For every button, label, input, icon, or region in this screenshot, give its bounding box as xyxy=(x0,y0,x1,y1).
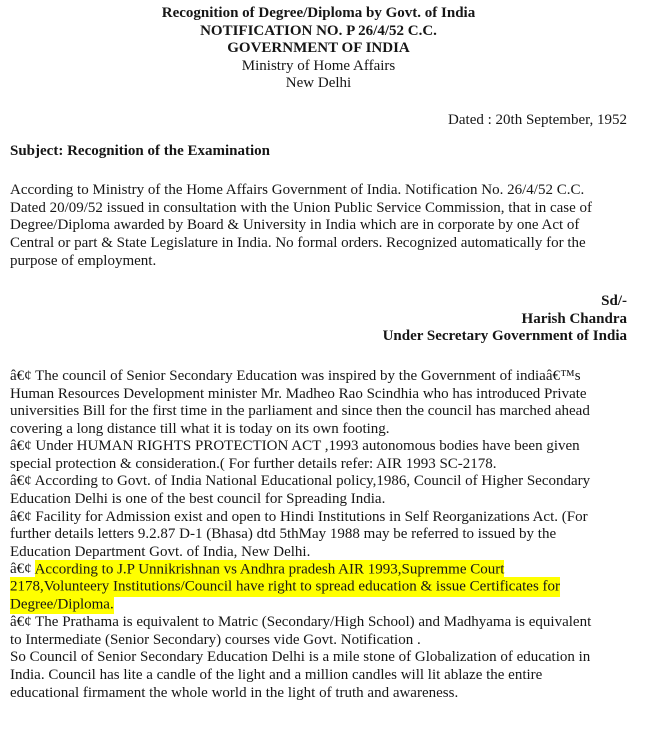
text-line xyxy=(10,368,665,386)
text-line xyxy=(10,614,665,632)
text-line xyxy=(10,456,665,474)
text-line xyxy=(10,75,627,93)
intro-paragraph xyxy=(10,182,665,270)
text-line xyxy=(10,182,665,200)
text-segment: Recognition of Degree/Diploma by Govt. of India xyxy=(161,5,476,21)
text-line xyxy=(10,217,665,235)
text-segment: So Council of Senior Secondary Education Delhi is a mile stone of Globalization of education in xyxy=(10,649,591,666)
text-segment: â€¢ According to Govt. of India National Educational policy,1986, Council of Higher Secondary xyxy=(10,473,591,490)
highlighted-text: According to J.P Unnikrishnan vs Andhra pradesh AIR 1993,Supremme Court xyxy=(34,561,505,578)
text-line xyxy=(10,544,665,562)
text-line xyxy=(10,253,665,271)
text-line xyxy=(10,293,627,311)
text-segment: special protection & consideration.( For further details refer: AIR 1993 SC-2178. xyxy=(10,455,497,472)
subject-line: Subject: Recognition of the Examination xyxy=(10,142,270,159)
body-text xyxy=(10,368,665,702)
text-segment: Human Resources Development minister Mr. Madheo Rao Scindhia who has introduced Private xyxy=(10,385,587,402)
text-segment: India. Council has lite a candle of the light and a million candles will lit ablaze the entire xyxy=(10,667,543,683)
text-segment: Under Secretary Government of India xyxy=(382,328,627,345)
text-segment: New Delhi xyxy=(285,75,352,92)
signature-block xyxy=(10,293,627,346)
text-segment: educational firmament the whole world in the light of truth and awareness. xyxy=(10,684,459,701)
date-line: Dated : 20th September, 1952 xyxy=(448,111,627,128)
text-segment: GOVERNMENT OF INDIA xyxy=(227,40,410,57)
text-segment: â€¢ The Prathama is equivalent to Matric (Secondary/High School) and Madhyama is equivalent xyxy=(10,614,592,631)
text-line xyxy=(10,473,665,491)
text-segment: to Intermediate (Senior Secondary) courses vide Govt. Notification . xyxy=(10,631,421,648)
text-line xyxy=(10,200,665,218)
text-line xyxy=(10,649,665,667)
text-line xyxy=(10,526,665,544)
text-segment: â€¢ The council of Senior Secondary Education was inspired by the Government of indiaâ€™s xyxy=(10,367,581,384)
text-line xyxy=(10,5,627,23)
text-segment: NOTIFICATION NO. P 26/4/52 C.C. xyxy=(200,22,437,39)
text-line xyxy=(10,632,665,650)
text-segment: â€¢ Under HUMAN RIGHTS PROTECTION ACT ,1993 autonomous bodies have been given xyxy=(10,438,580,455)
text-line xyxy=(10,23,627,41)
text-segment: further details letters 9.2.87 D-1 (Bhasa) dtd 5thMay 1988 may be referred to issued by the xyxy=(10,526,557,543)
text-line xyxy=(10,579,665,597)
text-segment: Central or part & State Legislature in India. No formal orders. Recognized automatically for the xyxy=(10,234,586,251)
text-segment: covering a long distance till what it is today on its own footing. xyxy=(10,420,390,437)
text-line xyxy=(10,58,627,76)
text-segment: Ministry of Home Affairs xyxy=(241,57,396,74)
text-line xyxy=(10,40,627,58)
text-line xyxy=(10,438,665,456)
text-segment: Dated 20/09/52 issued in consultation with the Union Public Service Commission, that in case of xyxy=(10,199,593,216)
text-segment: According to Ministry of the Home Affairs Government of India. Notification No. 26/4/52 C.C. xyxy=(10,182,585,199)
text-segment: â€¢ xyxy=(10,561,35,578)
text-segment: universities Bill for the first time in the parliament and since then the council has marched ahead xyxy=(10,403,590,420)
text-line xyxy=(10,667,665,685)
text-segment: Sd/- xyxy=(601,293,627,310)
text-line xyxy=(10,685,665,703)
text-segment: Education Department Govt. of India, New Delhi. xyxy=(10,543,311,560)
text-segment: Harish Chandra xyxy=(521,310,627,327)
text-line xyxy=(10,597,665,615)
text-line xyxy=(10,509,665,527)
text-segment: Education Delhi is one of the best council for Spreading India. xyxy=(10,491,386,508)
text-line xyxy=(10,386,665,404)
text-line xyxy=(10,328,627,346)
document-header xyxy=(10,0,627,93)
text-line xyxy=(10,421,665,439)
text-line xyxy=(10,311,627,329)
text-line xyxy=(10,561,665,579)
highlighted-text: Degree/Diploma. xyxy=(10,596,114,613)
highlighted-text: 2178,Volunteery Institutions/Council have right to spread education & issue Certificates for xyxy=(10,579,561,596)
text-segment: Degree/Diploma awarded by Board & University in India which are in corporate by one Act of xyxy=(10,217,580,234)
text-line xyxy=(10,235,665,253)
text-line xyxy=(10,403,665,421)
text-line xyxy=(10,491,665,509)
text-segment: purpose of employment. xyxy=(10,252,157,269)
text-segment: â€¢ Facility for Admission exist and open to Hindi Institutions in Self Reorganizations Act. (For xyxy=(10,508,588,525)
